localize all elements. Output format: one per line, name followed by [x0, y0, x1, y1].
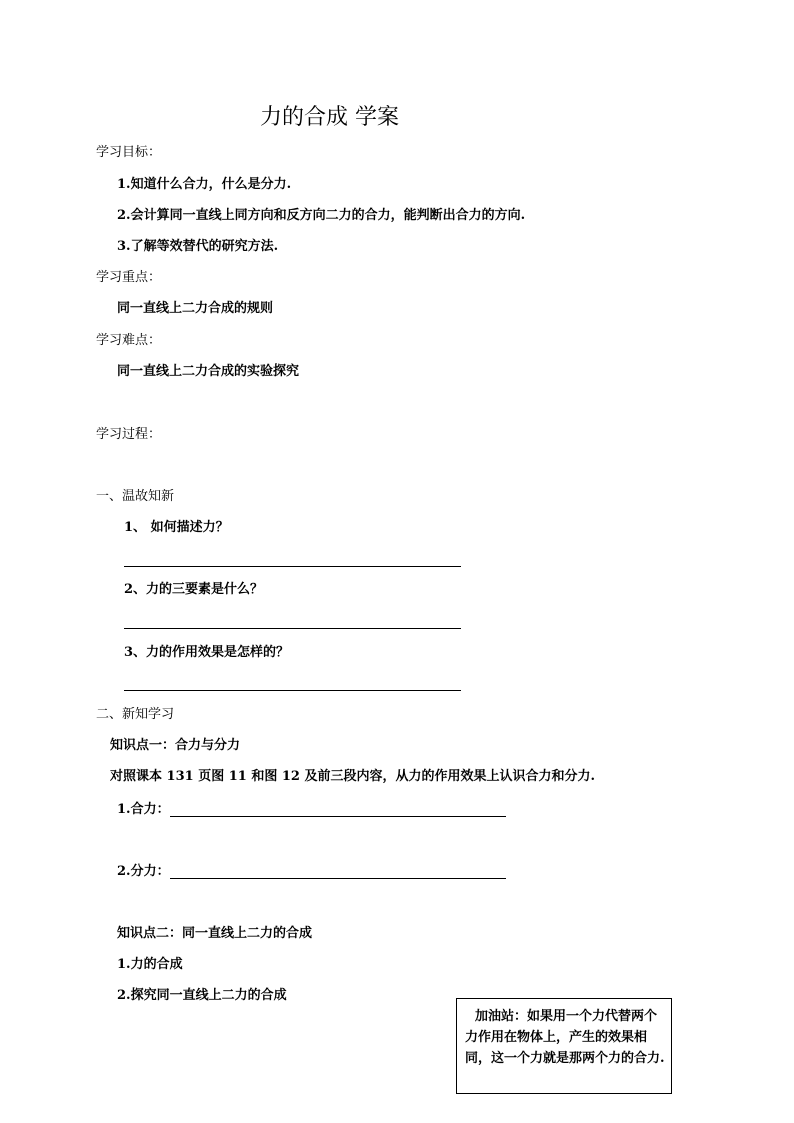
review-question-3: 3、力的作用效果是怎样的？ — [124, 645, 290, 660]
review-question-2: 2、力的三要素是什么？ — [124, 582, 264, 597]
answer-line-2 — [124, 628, 461, 629]
page-title: 力的合成 学案 — [260, 105, 399, 130]
resultant-force-blank — [170, 816, 506, 817]
resultant-force-label: 1.合力： — [117, 802, 170, 817]
review-heading: 一、温故知新 — [96, 489, 175, 504]
difficulty-heading: 学习难点： — [96, 333, 162, 348]
objective-item-1: 1.知道什么合力，什么是分力. — [117, 177, 292, 192]
key-point-text: 同一直线上二力合成的规则 — [117, 301, 274, 316]
component-force-label: 2.分力： — [117, 864, 170, 879]
objective-item-3: 3.了解等效替代的研究方法. — [117, 239, 279, 254]
knowledge-point-1-title: 知识点一：合力与分力 — [110, 738, 241, 753]
objective-item-2: 2.会计算同一直线上同方向和反方向二力的合力，能判断出合力的方向. — [117, 208, 526, 223]
tip-box — [456, 998, 672, 1094]
tip-box-text: 加油站：如果用一个力代替两个力作用在物体上，产生的效果相同，这一个力就是那两个力的合力. — [465, 1009, 665, 1066]
knowledge-point-1-instruction: 对照课本 131 页图 11 和图 12 及前三段内容，从力的作用效果上认识合力和分力. — [110, 769, 595, 784]
process-heading: 学习过程： — [96, 427, 162, 442]
key-point-heading: 学习重点： — [96, 270, 162, 285]
review-question-1: 1、 如何描述力？ — [124, 520, 229, 535]
knowledge-point-2-item-1: 1.力的合成 — [117, 957, 183, 972]
new-learning-heading: 二、新知学习 — [96, 707, 175, 722]
knowledge-point-2-title: 知识点二：同一直线上二力的合成 — [117, 926, 313, 941]
component-force-blank — [170, 878, 506, 879]
objectives-heading: 学习目标： — [96, 145, 162, 160]
difficulty-text: 同一直线上二力合成的实验探究 — [117, 364, 300, 379]
answer-line-3 — [124, 690, 461, 691]
answer-line-1 — [124, 566, 461, 567]
knowledge-point-2-item-2: 2.探究同一直线上二力的合成 — [117, 988, 287, 1003]
